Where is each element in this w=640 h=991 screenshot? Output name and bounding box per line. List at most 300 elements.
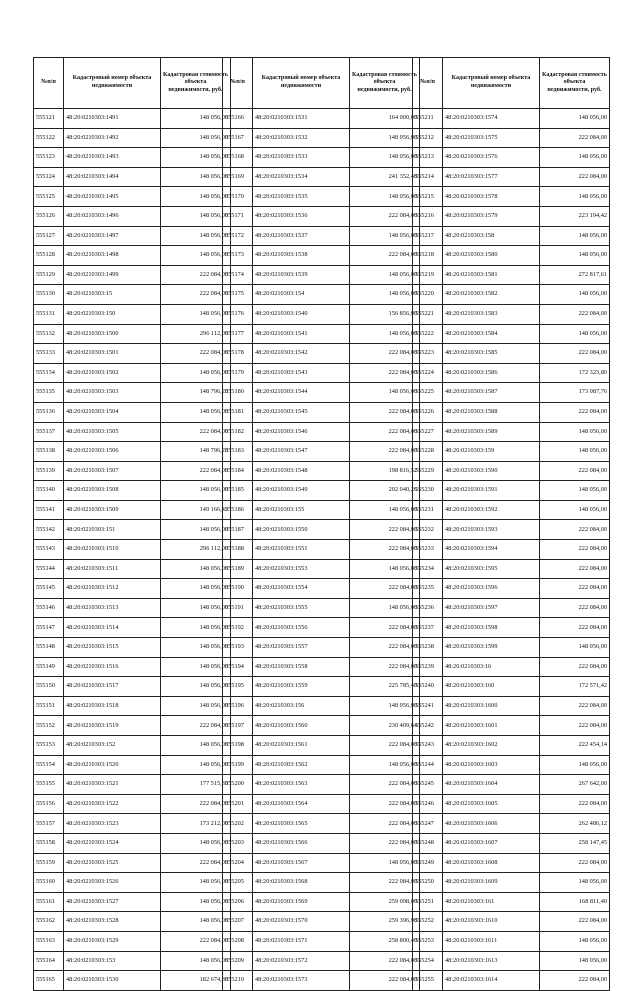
cadastral-number-cell: 48:20:0210303:1562 xyxy=(253,755,350,775)
table-row xyxy=(223,873,420,893)
cadastral-number-cell: 48:20:0210303:1614 xyxy=(443,971,540,991)
row-number-cell: 555197 xyxy=(223,716,253,736)
cadastral-number-cell: 48:20:0210303:1606 xyxy=(443,814,540,834)
row-number-cell: 555142 xyxy=(34,520,64,540)
cadastral-value-cell: 148 056,00 xyxy=(540,285,610,305)
row-number-cell: 555190 xyxy=(223,579,253,599)
cadastral-value-cell: 148 056,00 xyxy=(161,833,231,853)
cadastral-value-cell: 148 056,00 xyxy=(540,638,610,658)
table-row xyxy=(413,696,610,716)
table-row xyxy=(413,383,610,403)
cadastral-number-cell: 48:20:0210303:1529 xyxy=(64,931,161,951)
table-row xyxy=(223,971,420,991)
row-number-cell: 555187 xyxy=(223,520,253,540)
cadastral-number-cell: 48:20:0210303:1545 xyxy=(253,402,350,422)
cadastral-number-cell: 48:20:0210303:1528 xyxy=(64,912,161,932)
row-number-cell: 555228 xyxy=(413,442,443,462)
cadastral-value-cell: 222 084,00 xyxy=(350,814,420,834)
table-row xyxy=(223,775,420,795)
cadastral-value-cell: 222 084,00 xyxy=(540,971,610,991)
table-row xyxy=(413,500,610,520)
row-number-cell: 555177 xyxy=(223,324,253,344)
cadastral-number-cell: 48:20:0210303:1611 xyxy=(443,931,540,951)
row-number-cell: 555204 xyxy=(223,853,253,873)
table-row xyxy=(34,167,231,187)
table-row xyxy=(413,206,610,226)
row-number-cell: 555153 xyxy=(34,736,64,756)
cadastral-number-cell: 48:20:0210303:1540 xyxy=(253,304,350,324)
cadastral-number-cell: 48:20:0210303:1603 xyxy=(443,755,540,775)
cadastral-value-cell: 148 056,00 xyxy=(161,736,231,756)
cadastral-value-cell: 148 056,00 xyxy=(540,951,610,971)
cadastral-value-cell: 222 084,00 xyxy=(161,344,231,364)
cadastral-number-cell: 48:20:0210303:1532 xyxy=(253,128,350,148)
table-row xyxy=(413,363,610,383)
cadastral-value-cell: 148 056,00 xyxy=(540,246,610,266)
cadastral-number-cell: 48:20:0210303:1573 xyxy=(253,971,350,991)
row-number-cell: 555212 xyxy=(413,128,443,148)
cadastral-value-cell: 148 056,00 xyxy=(540,873,610,893)
table-row xyxy=(34,579,231,599)
table-row xyxy=(223,128,420,148)
cadastral-value-cell: 222 084,00 xyxy=(350,344,420,364)
cadastral-number-cell: 48:20:0210303:1543 xyxy=(253,363,350,383)
cadastral-number-cell: 48:20:0210303:1568 xyxy=(253,873,350,893)
header-value: Кадастровая стоимость объекта недвижимости, руб. xyxy=(161,58,231,109)
row-number-cell: 555198 xyxy=(223,736,253,756)
cadastral-number-cell: 48:20:0210303:1506 xyxy=(64,442,161,462)
table-row xyxy=(223,638,420,658)
cadastral-number-cell: 48:20:0210303:1500 xyxy=(64,324,161,344)
table-row xyxy=(34,246,231,266)
table-row xyxy=(34,109,231,129)
table-row xyxy=(413,598,610,618)
table-row xyxy=(34,540,231,560)
cadastral-value-cell: 272 817,61 xyxy=(540,265,610,285)
row-number-cell: 555214 xyxy=(413,167,443,187)
row-number-cell: 555156 xyxy=(34,794,64,814)
row-number-cell: 555137 xyxy=(34,422,64,442)
table-row xyxy=(223,442,420,462)
row-number-cell: 555146 xyxy=(34,598,64,618)
cadastral-number-cell: 48:20:0210303:1553 xyxy=(253,559,350,579)
table-row xyxy=(413,148,610,168)
cadastral-number-cell: 48:20:0210303:1583 xyxy=(443,304,540,324)
cadastral-number-cell: 48:20:0210303:1599 xyxy=(443,638,540,658)
table-row xyxy=(413,833,610,853)
table-row xyxy=(34,442,231,462)
cadastral-value-cell: 223 194,42 xyxy=(540,206,610,226)
table-row xyxy=(413,187,610,207)
cadastral-value-cell: 148 056,00 xyxy=(161,912,231,932)
header-value: Кадастровая стоимость объекта недвижимости, руб. xyxy=(540,58,610,109)
cadastral-number-cell: 48:20:0210303:1497 xyxy=(64,226,161,246)
row-number-cell: 555155 xyxy=(34,775,64,795)
table-row xyxy=(413,109,610,129)
cadastral-value-cell: 222 084,00 xyxy=(161,285,231,305)
cadastral-value-cell: 148 056,00 xyxy=(161,677,231,697)
table-row xyxy=(223,598,420,618)
cadastral-value-cell: 148 796,28 xyxy=(161,442,231,462)
cadastral-number-cell: 48:20:0210303:1580 xyxy=(443,246,540,266)
cadastral-value-cell: 148 056,00 xyxy=(161,755,231,775)
cadastral-number-cell: 48:20:0210303:1496 xyxy=(64,206,161,226)
cadastral-number-cell: 48:20:0210303:1507 xyxy=(64,461,161,481)
table-row xyxy=(223,579,420,599)
cadastral-value-cell: 177 515,38 xyxy=(161,775,231,795)
cadastral-number-cell: 48:20:0210303:155 xyxy=(253,500,350,520)
row-number-cell: 555135 xyxy=(34,383,64,403)
table-row xyxy=(34,422,231,442)
cadastral-table-2 xyxy=(222,57,420,991)
row-number-cell: 555210 xyxy=(223,971,253,991)
row-number-cell: 555236 xyxy=(413,598,443,618)
cadastral-number-cell: 48:20:0210303:1509 xyxy=(64,500,161,520)
cadastral-value-cell: 222 084,00 xyxy=(540,912,610,932)
cadastral-number-cell: 48:20:0210303:1546 xyxy=(253,422,350,442)
cadastral-value-cell: 222 084,00 xyxy=(350,402,420,422)
table-row xyxy=(413,246,610,266)
row-number-cell: 555183 xyxy=(223,442,253,462)
cadastral-number-cell: 48:20:0210303:1588 xyxy=(443,402,540,422)
table-row xyxy=(34,657,231,677)
row-number-cell: 555200 xyxy=(223,775,253,795)
row-number-cell: 555143 xyxy=(34,540,64,560)
table-row xyxy=(34,873,231,893)
row-number-cell: 555140 xyxy=(34,481,64,501)
row-number-cell: 555173 xyxy=(223,246,253,266)
cadastral-value-cell: 148 056,00 xyxy=(161,226,231,246)
cadastral-value-cell: 148 056,00 xyxy=(161,696,231,716)
row-number-cell: 555216 xyxy=(413,206,443,226)
cadastral-number-cell: 48:20:0210303:153 xyxy=(64,951,161,971)
row-number-cell: 555194 xyxy=(223,657,253,677)
table-row xyxy=(223,109,420,129)
row-number-cell: 555168 xyxy=(223,148,253,168)
table-row xyxy=(223,383,420,403)
table-row xyxy=(34,500,231,520)
cadastral-value-cell: 258 800,40 xyxy=(350,931,420,951)
cadastral-value-cell: 222 084,00 xyxy=(350,442,420,462)
header-cadastral: Кадастровый номер объекта недвижимости xyxy=(253,58,350,109)
cadastral-value-cell: 148 796,28 xyxy=(161,383,231,403)
cadastral-number-cell: 48:20:0210303:1538 xyxy=(253,246,350,266)
table-row xyxy=(34,520,231,540)
table-row xyxy=(223,520,420,540)
cadastral-value-cell: 148 056,00 xyxy=(350,755,420,775)
table-row xyxy=(413,481,610,501)
row-number-cell: 555205 xyxy=(223,873,253,893)
cadastral-number-cell: 48:20:0210303:1576 xyxy=(443,148,540,168)
row-number-cell: 555222 xyxy=(413,324,443,344)
cadastral-value-cell: 222 084,00 xyxy=(161,422,231,442)
cadastral-value-cell: 148 056,00 xyxy=(161,520,231,540)
cadastral-value-cell: 296 112,00 xyxy=(161,324,231,344)
row-number-cell: 555245 xyxy=(413,775,443,795)
row-number-cell: 555124 xyxy=(34,167,64,187)
row-number-cell: 555201 xyxy=(223,794,253,814)
cadastral-value-cell: 148 056,00 xyxy=(540,187,610,207)
cadastral-value-cell: 230 409,64 xyxy=(350,716,420,736)
cadastral-value-cell: 148 056,00 xyxy=(161,598,231,618)
cadastral-value-cell: 148 056,00 xyxy=(540,226,610,246)
cadastral-value-cell: 148 056,00 xyxy=(161,951,231,971)
cadastral-number-cell: 48:20:0210303:1547 xyxy=(253,442,350,462)
table-row xyxy=(34,775,231,795)
table-row xyxy=(34,971,231,991)
row-number-cell: 555131 xyxy=(34,304,64,324)
table-row xyxy=(34,363,231,383)
cadastral-value-cell: 222 084,00 xyxy=(350,520,420,540)
cadastral-value-cell: 148 056,00 xyxy=(540,931,610,951)
table-row xyxy=(223,912,420,932)
row-number-cell: 555125 xyxy=(34,187,64,207)
table-row xyxy=(413,755,610,775)
table-row xyxy=(34,951,231,971)
cadastral-value-cell: 148 056,00 xyxy=(540,481,610,501)
cadastral-number-cell: 48:20:0210303:16 xyxy=(443,657,540,677)
table-row xyxy=(34,226,231,246)
cadastral-value-cell: 148 056,00 xyxy=(350,148,420,168)
row-number-cell: 555211 xyxy=(413,109,443,129)
row-number-cell: 555160 xyxy=(34,873,64,893)
cadastral-value-cell: 148 056,00 xyxy=(161,892,231,912)
cadastral-number-cell: 48:20:0210303:1549 xyxy=(253,481,350,501)
cadastral-value-cell: 222 084,00 xyxy=(350,618,420,638)
row-number-cell: 555127 xyxy=(34,226,64,246)
cadastral-value-cell: 148 056,00 xyxy=(540,109,610,129)
cadastral-value-cell: 172 571,42 xyxy=(540,677,610,697)
row-number-cell: 555171 xyxy=(223,206,253,226)
table-row xyxy=(413,618,610,638)
table-row xyxy=(413,716,610,736)
row-number-cell: 555121 xyxy=(34,109,64,129)
cadastral-number-cell: 48:20:0210303:1522 xyxy=(64,794,161,814)
cadastral-value-cell: 222 084,00 xyxy=(540,304,610,324)
cadastral-value-cell: 222 084,00 xyxy=(350,873,420,893)
row-number-cell: 555188 xyxy=(223,540,253,560)
table-row xyxy=(413,657,610,677)
cadastral-number-cell: 48:20:0210303:1551 xyxy=(253,540,350,560)
row-number-cell: 555134 xyxy=(34,363,64,383)
row-number-cell: 555240 xyxy=(413,677,443,697)
cadastral-value-cell: 222 084,00 xyxy=(161,794,231,814)
row-number-cell: 555152 xyxy=(34,716,64,736)
row-number-cell: 555208 xyxy=(223,931,253,951)
table-row xyxy=(223,696,420,716)
cadastral-value-cell: 222 084,00 xyxy=(540,618,610,638)
table-row xyxy=(34,794,231,814)
table-row xyxy=(223,794,420,814)
cadastral-number-cell: 48:20:0210303:1600 xyxy=(443,696,540,716)
cadastral-number-cell: 48:20:0210303:1548 xyxy=(253,461,350,481)
cadastral-number-cell: 48:20:0210303:1570 xyxy=(253,912,350,932)
row-number-cell: 555159 xyxy=(34,853,64,873)
row-number-cell: 555133 xyxy=(34,344,64,364)
row-number-cell: 555248 xyxy=(413,833,443,853)
row-number-cell: 555123 xyxy=(34,148,64,168)
table-row xyxy=(413,344,610,364)
cadastral-number-cell: 48:20:0210303:1510 xyxy=(64,540,161,560)
row-number-cell: 555203 xyxy=(223,833,253,853)
cadastral-value-cell: 222 084,00 xyxy=(161,461,231,481)
table-row xyxy=(223,187,420,207)
row-number-cell: 555221 xyxy=(413,304,443,324)
row-number-cell: 555243 xyxy=(413,736,443,756)
table-row xyxy=(34,677,231,697)
cadastral-number-cell: 48:20:0210303:156 xyxy=(253,696,350,716)
row-number-cell: 555242 xyxy=(413,716,443,736)
row-number-cell: 555145 xyxy=(34,579,64,599)
cadastral-value-cell: 222 084,00 xyxy=(540,696,610,716)
cadastral-value-cell: 148 056,00 xyxy=(161,579,231,599)
cadastral-number-cell: 48:20:0210303:1502 xyxy=(64,363,161,383)
cadastral-number-cell: 48:20:0210303:1493 xyxy=(64,148,161,168)
table-row xyxy=(34,461,231,481)
cadastral-value-cell: 148 056,00 xyxy=(350,598,420,618)
cadastral-value-cell: 198 816,52 xyxy=(350,461,420,481)
cadastral-value-cell: 148 056,00 xyxy=(540,755,610,775)
row-number-cell: 555178 xyxy=(223,344,253,364)
cadastral-value-cell: 168 811,40 xyxy=(540,892,610,912)
cadastral-value-cell: 148 056,00 xyxy=(161,618,231,638)
cadastral-value-cell: 148 056,00 xyxy=(161,402,231,422)
table-row xyxy=(34,892,231,912)
cadastral-number-cell: 48:20:0210303:1561 xyxy=(253,736,350,756)
cadastral-number-cell: 48:20:0210303:1604 xyxy=(443,775,540,795)
table-row xyxy=(223,148,420,168)
cadastral-number-cell: 48:20:0210303:1559 xyxy=(253,677,350,697)
cadastral-number-cell: 48:20:0210303:152 xyxy=(64,736,161,756)
cadastral-value-cell: 296 112,00 xyxy=(161,540,231,560)
row-number-cell: 555223 xyxy=(413,344,443,364)
table-header-row xyxy=(223,58,420,109)
cadastral-value-cell: 172 323,80 xyxy=(540,363,610,383)
cadastral-number-cell: 48:20:0210303:1589 xyxy=(443,422,540,442)
cadastral-value-cell: 222 084,00 xyxy=(350,657,420,677)
table-row xyxy=(413,422,610,442)
row-number-cell: 555235 xyxy=(413,579,443,599)
cadastral-number-cell: 48:20:0210303:1567 xyxy=(253,853,350,873)
table-row xyxy=(34,912,231,932)
row-number-cell: 555233 xyxy=(413,540,443,560)
row-number-cell: 555139 xyxy=(34,461,64,481)
row-number-cell: 555186 xyxy=(223,500,253,520)
row-number-cell: 555180 xyxy=(223,383,253,403)
cadastral-number-cell: 48:20:0210303:1556 xyxy=(253,618,350,638)
cadastral-number-cell: 48:20:0210303:1596 xyxy=(443,579,540,599)
row-number-cell: 555213 xyxy=(413,148,443,168)
cadastral-value-cell: 222 084,00 xyxy=(540,520,610,540)
cadastral-number-cell: 48:20:0210303:1523 xyxy=(64,814,161,834)
cadastral-number-cell: 48:20:0210303:160 xyxy=(443,677,540,697)
table-row xyxy=(413,167,610,187)
cadastral-number-cell: 48:20:0210303:1511 xyxy=(64,559,161,579)
cadastral-value-cell: 148 056,00 xyxy=(540,148,610,168)
table-row xyxy=(223,736,420,756)
row-number-cell: 555167 xyxy=(223,128,253,148)
table-header-row xyxy=(34,58,231,109)
cadastral-value-cell: 222 084,00 xyxy=(350,951,420,971)
row-number-cell: 555246 xyxy=(413,794,443,814)
table-row xyxy=(223,402,420,422)
cadastral-value-cell: 148 056,00 xyxy=(350,383,420,403)
cadastral-value-cell: 148 056,00 xyxy=(161,873,231,893)
cadastral-number-cell: 48:20:0210303:1595 xyxy=(443,559,540,579)
table-row xyxy=(34,128,231,148)
cadastral-number-cell: 48:20:0210303:1521 xyxy=(64,775,161,795)
cadastral-number-cell: 48:20:0210303:1558 xyxy=(253,657,350,677)
cadastral-number-cell: 48:20:0210303:1593 xyxy=(443,520,540,540)
table-row xyxy=(34,696,231,716)
header-cadastral: Кадастровый номер объекта недвижимости xyxy=(443,58,540,109)
cadastral-value-cell: 222 084,00 xyxy=(350,971,420,991)
row-number-cell: 555207 xyxy=(223,912,253,932)
row-number-cell: 555234 xyxy=(413,559,443,579)
table-row xyxy=(34,618,231,638)
table-row xyxy=(34,598,231,618)
table-row xyxy=(413,794,610,814)
cadastral-number-cell: 48:20:0210303:1555 xyxy=(253,598,350,618)
row-number-cell: 555150 xyxy=(34,677,64,697)
cadastral-value-cell: 222 084,00 xyxy=(350,422,420,442)
row-number-cell: 555249 xyxy=(413,853,443,873)
cadastral-number-cell: 48:20:0210303:1608 xyxy=(443,853,540,873)
row-number-cell: 555232 xyxy=(413,520,443,540)
cadastral-value-cell: 148 056,00 xyxy=(350,187,420,207)
row-number-cell: 555182 xyxy=(223,422,253,442)
cadastral-value-cell: 222 084,00 xyxy=(540,540,610,560)
cadastral-value-cell: 148 056,00 xyxy=(540,442,610,462)
cadastral-value-cell: 173 212,00 xyxy=(161,814,231,834)
row-number-cell: 555254 xyxy=(413,951,443,971)
row-number-cell: 555252 xyxy=(413,912,443,932)
table-row xyxy=(223,481,420,501)
cadastral-number-cell: 48:20:0210303:1605 xyxy=(443,794,540,814)
cadastral-number-cell: 48:20:0210303:1534 xyxy=(253,167,350,187)
table-row xyxy=(413,638,610,658)
table-row xyxy=(413,579,610,599)
cadastral-number-cell: 48:20:0210303:1572 xyxy=(253,951,350,971)
cadastral-value-cell: 148 056,00 xyxy=(350,128,420,148)
cadastral-value-cell: 222 084,00 xyxy=(350,579,420,599)
row-number-cell: 555122 xyxy=(34,128,64,148)
cadastral-value-cell: 148 056,00 xyxy=(350,696,420,716)
row-number-cell: 555162 xyxy=(34,912,64,932)
row-number-cell: 555148 xyxy=(34,638,64,658)
table-row xyxy=(413,736,610,756)
cadastral-number-cell: 48:20:0210303:1525 xyxy=(64,853,161,873)
table-row xyxy=(223,677,420,697)
row-number-cell: 555192 xyxy=(223,618,253,638)
row-number-cell: 555239 xyxy=(413,657,443,677)
row-number-cell: 555141 xyxy=(34,500,64,520)
cadastral-number-cell: 48:20:0210303:154 xyxy=(253,285,350,305)
table-row xyxy=(413,931,610,951)
cadastral-value-cell: 149 166,42 xyxy=(161,500,231,520)
row-number-cell: 555215 xyxy=(413,187,443,207)
cadastral-number-cell: 48:20:0210303:1512 xyxy=(64,579,161,599)
table-row xyxy=(413,951,610,971)
cadastral-number-cell: 48:20:0210303:1505 xyxy=(64,422,161,442)
row-number-cell: 555157 xyxy=(34,814,64,834)
cadastral-value-cell: 222 084,00 xyxy=(350,833,420,853)
cadastral-number-cell: 48:20:0210303:1533 xyxy=(253,148,350,168)
row-number-cell: 555255 xyxy=(413,971,443,991)
cadastral-number-cell: 48:20:0210303:1578 xyxy=(443,187,540,207)
table-row xyxy=(223,285,420,305)
cadastral-number-cell: 48:20:0210303:1508 xyxy=(64,481,161,501)
